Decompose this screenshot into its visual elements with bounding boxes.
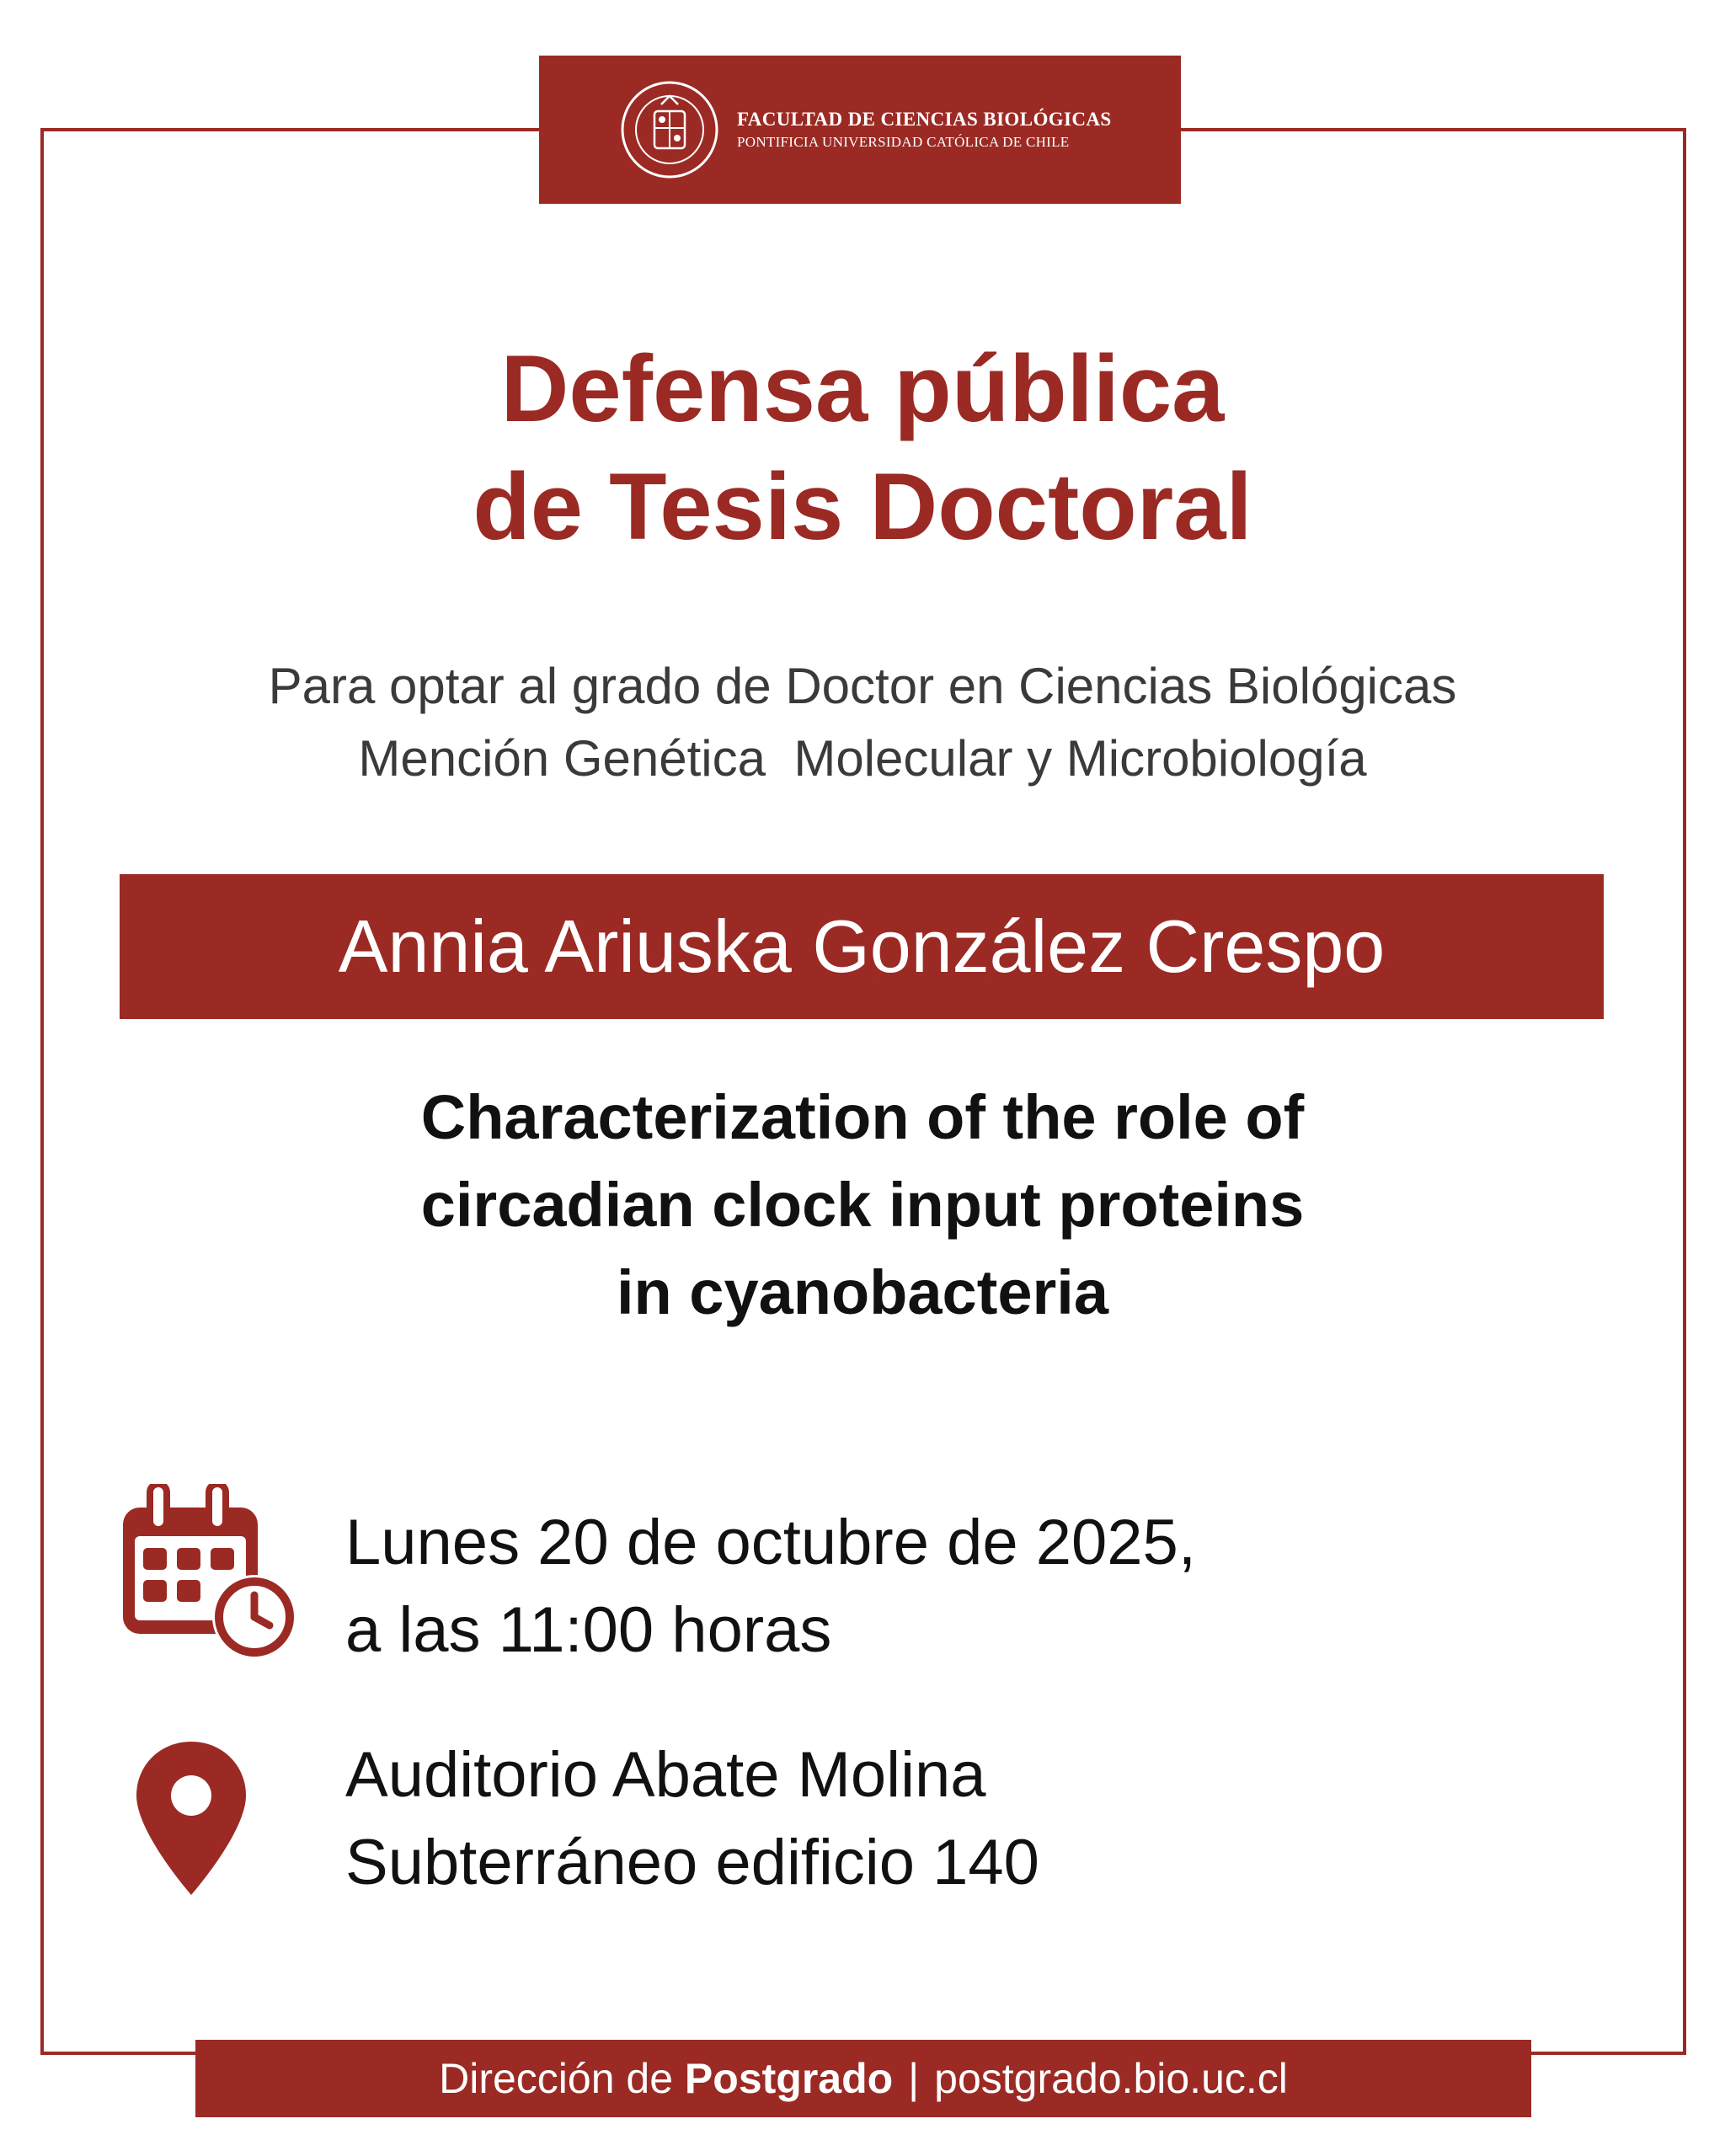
footer-url[interactable]: postgrado.bio.uc.cl [934, 2055, 1288, 2102]
event-date-line1: Lunes 20 de octubre de 2025, [345, 1507, 1196, 1578]
candidate-name: Annia Ariuska González Crespo [338, 905, 1386, 988]
event-location [345, 1732, 1039, 1907]
footer-bar [195, 2040, 1531, 2117]
university-seal-icon [619, 79, 720, 180]
event-date [345, 1499, 1196, 1674]
event-location-line2: Subterráneo edificio 140 [345, 1827, 1039, 1898]
candidate-name-band [120, 874, 1604, 1019]
thesis-title-line3: in cyanobacteria [616, 1257, 1108, 1327]
event-time-line: a las 11:00 horas [345, 1594, 832, 1666]
thesis-title-line2: circadian clock input proteins [420, 1170, 1305, 1240]
footer-separator: | [908, 2055, 920, 2102]
footer-postgrado: Postgrado [684, 2055, 894, 2102]
degree-description [0, 650, 1725, 795]
calendar-clock-icon [118, 1484, 299, 1661]
faculty-name: FACULTAD DE CIENCIAS BIOLÓGICAS [737, 109, 1112, 130]
event-title [0, 330, 1725, 566]
degree-line2: Mención Genética Molecular y Microbiología [358, 730, 1367, 787]
thesis-title [0, 1074, 1725, 1337]
thesis-title-line1: Characterization of the role of [420, 1082, 1305, 1152]
map-pin-icon [131, 1738, 251, 1898]
degree-line1: Para optar al grado de Doctor en Ciencias Biológicas [268, 658, 1457, 714]
footer-prefix: Dirección de [439, 2055, 685, 2102]
event-location-line1: Auditorio Abate Molina [345, 1739, 986, 1811]
university-name: PONTIFICIA UNIVERSIDAD CATÓLICA DE CHILE [737, 134, 1070, 150]
faculty-header-banner [539, 56, 1181, 204]
event-title-line2: de Tesis Doctoral [473, 454, 1252, 559]
event-title-line1: Defensa pública [500, 336, 1225, 441]
